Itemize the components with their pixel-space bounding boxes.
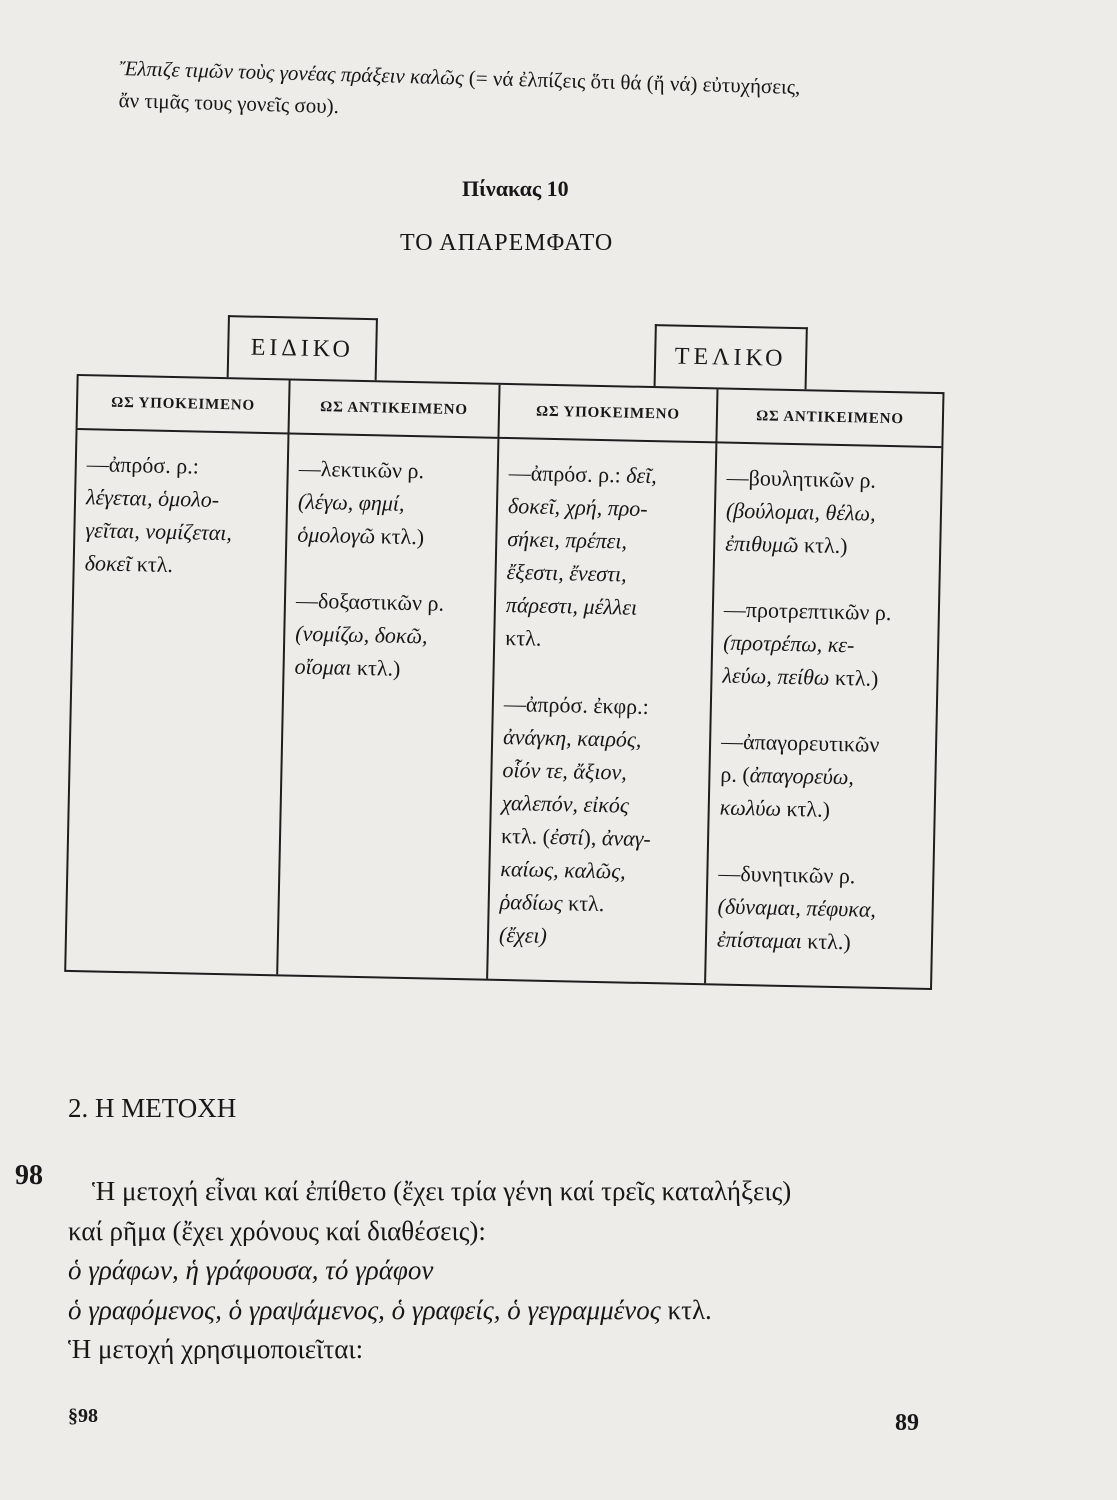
paragraph (68, 1172, 1068, 1370)
cell-line (503, 720, 710, 757)
example-word: οἴομαι (294, 653, 352, 680)
table-grid (64, 374, 944, 990)
cell-text: —ἀπρόσ. ρ.: (508, 460, 627, 488)
cell-line (504, 687, 711, 724)
example-word: ἀνάγκη, καιρός, (502, 724, 642, 752)
cell-text: κτλ. (131, 551, 174, 578)
quote-block (118, 52, 979, 140)
example-word: γεῖται, νομίζεται, (85, 517, 233, 546)
example-word: ἐπίσταμαι (716, 926, 803, 954)
cell-text: κτλ.) (801, 928, 851, 955)
example-word: ἐπιθυμῶ (725, 530, 799, 558)
etc-text: κτλ. (660, 1294, 712, 1325)
example-word: (ἔχει) (498, 921, 548, 948)
tab-teliko: ΤΕΛΙΚΟ (654, 324, 808, 389)
example-word: (λέγω, φημί, (297, 488, 405, 516)
table-cell (488, 439, 717, 983)
cell-line (86, 480, 287, 517)
example-word: δοκεῖ (84, 550, 132, 577)
column-header: ΩΣ ΑΝΤΙΚΕΙΜΕΝΟ (717, 389, 942, 448)
cell-line (723, 626, 938, 663)
section-heading: 2. Η ΜΕΤΟΧΗ (68, 1093, 237, 1123)
cell-line (501, 819, 708, 856)
example-text: ὁ γραφόμενος, ὁ γραψάμενος, ὁ γραφείς, ὁ γεγραμμένος (68, 1294, 661, 1325)
example-word: πάρεστι, μέλλει (505, 592, 638, 620)
example-word: (νομίζω, δοκῶ, (295, 620, 428, 649)
example-word: ἀναγ- (601, 825, 651, 852)
example-word: (δύναμαι, πέφυκα, (717, 893, 877, 922)
quote-translation-start: (= νά ἐλπίζεις ὅτι θά (ἤ νά) εὐτυχήσεις, (463, 65, 801, 100)
example-word: ὁμολογῶ (297, 521, 376, 549)
cell-line (722, 659, 937, 696)
cell-group (717, 857, 933, 960)
example-word: κωλύω (719, 794, 782, 821)
cell-line (506, 555, 713, 592)
cell-line (508, 456, 715, 493)
cell-line (499, 918, 706, 955)
cell-group (725, 461, 941, 564)
cell-line (295, 617, 494, 654)
paragraph-number: 98 (15, 1160, 43, 1191)
cell-text: κτλ.) (798, 532, 848, 559)
cell-line (717, 923, 932, 960)
cell-line (85, 513, 286, 550)
example-word: ἐστί (549, 824, 584, 850)
cell-text: κτλ.) (780, 795, 831, 822)
cell-text: —προτρεπτικῶν ρ. (723, 596, 892, 626)
cell-line (298, 485, 497, 522)
cell-line (506, 588, 713, 625)
example-word: ἀπαγορεύω, (749, 762, 855, 790)
cell-line (296, 584, 495, 621)
table-title: ΤΟ ΑΠΑΡΕΜΦΑΤΟ (400, 230, 614, 256)
cell-text: —βουλητικῶν ρ. (726, 464, 877, 493)
cell-line (86, 447, 287, 484)
cell-text: κτλ. ( (500, 822, 551, 849)
cell-text: —ἀπρόσ. ρ.: (86, 451, 200, 479)
table-cell (66, 430, 289, 974)
example-word: (προτρέπω, κε- (722, 629, 855, 658)
example-word: λεύω, πείθω (722, 662, 830, 690)
cell-line (724, 593, 939, 630)
cell-line (297, 518, 496, 555)
cell-text: κτλ. (505, 625, 542, 651)
table-cell (278, 434, 499, 978)
cell-group (499, 687, 710, 955)
cell-line (721, 725, 936, 762)
example-word: λέγεται, ὁμολο- (85, 484, 220, 512)
cell-line (294, 650, 493, 687)
cell-line (726, 494, 941, 531)
cell-line (505, 621, 712, 658)
example-word: δεῖ, (626, 462, 658, 489)
paragraph-line: Ἡ μετοχή εἶναι καί ἐπίθετο (ἔχει τρία γένη καί τρεῖς καταλήξεις) (92, 1176, 792, 1206)
example-word: ῥαδίως (499, 888, 563, 916)
example-word: δοκεῖ, χρή, προ- (507, 493, 648, 521)
cell-line (500, 852, 707, 889)
cell-line (719, 791, 934, 828)
cell-group (297, 452, 497, 555)
cell-text: ), (583, 824, 603, 851)
example-word: σήκει, πρέπει, (507, 526, 628, 554)
cell-text: —λεκτικῶν ρ. (298, 455, 425, 484)
cell-group (294, 584, 494, 687)
example-word: οἷόν τε, ἄξιον, (502, 756, 628, 785)
cell-group (505, 456, 715, 658)
example-word: καίως, καλῶς, (500, 855, 626, 884)
cell-line (298, 452, 497, 489)
cell-line (718, 857, 933, 894)
table-caption: Πίνακας 10 (462, 176, 569, 201)
tab-eidiko: ΕΙΔΙΚΟ (227, 315, 378, 380)
cell-text: —ἀπαγορευτικῶν (720, 728, 880, 757)
quote-greek-text: Ἔλπιζε τιμῶν τοὺς γονέας πράξειν καλῶς (119, 55, 464, 90)
cell-line (499, 885, 706, 922)
cell-line (507, 522, 714, 559)
page-number: 89 (895, 1410, 919, 1436)
cell-group (722, 593, 938, 696)
example-word: ἔξεστι, ἔνεστι, (506, 559, 627, 587)
example-line: ὁ γράφων, ἡ γράφουσα, τό γράφον (68, 1255, 434, 1285)
cell-line (720, 758, 935, 795)
cell-group (719, 725, 935, 828)
cell-text: —δοξαστικῶν ρ. (295, 587, 445, 616)
cell-text: κτλ. (562, 890, 605, 917)
cell-text: κτλ.) (829, 664, 879, 691)
cell-line (508, 489, 715, 526)
quote-line-2: ἄν τιμᾶς τους γονεῖς σου). (118, 87, 340, 119)
cell-text: —ἀπρόσ. ἐκφρ.: (503, 691, 650, 720)
cell-text: —δυνητικῶν ρ. (718, 860, 856, 889)
paragraph-line: καί ρῆμα (ἔχει χρόνους καί διαθέσεις): (68, 1215, 486, 1246)
cell-line (84, 546, 285, 583)
example-line (68, 1291, 1068, 1331)
cell-line (502, 753, 709, 790)
cell-text: κτλ.) (374, 523, 425, 550)
example-word: (βούλομαι, θέλω, (725, 497, 876, 526)
cell-group (84, 447, 287, 583)
column-header: ΩΣ ΥΠΟΚΕΙΜΕΝΟ (78, 376, 291, 434)
cell-line (501, 786, 708, 823)
column-header: ΩΣ ΑΝΤΙΚΕΙΜΕΝΟ (289, 380, 500, 438)
paragraph-line: Ἡ μετοχή χρησιμοποιεῖται: (68, 1334, 364, 1364)
section-reference: §98 (68, 1405, 98, 1427)
infinitive-table (64, 312, 946, 990)
cell-line (725, 527, 940, 564)
column-header: ΩΣ ΥΠΟΚΕΙΜΕΝΟ (499, 385, 718, 444)
table-cell (706, 443, 941, 988)
cell-text: κτλ.) (351, 654, 401, 681)
example-word: χαλεπόν, εἰκός (501, 789, 630, 818)
cell-line (726, 461, 941, 498)
cell-line (717, 890, 932, 927)
cell-text: ρ. ( (720, 761, 751, 788)
